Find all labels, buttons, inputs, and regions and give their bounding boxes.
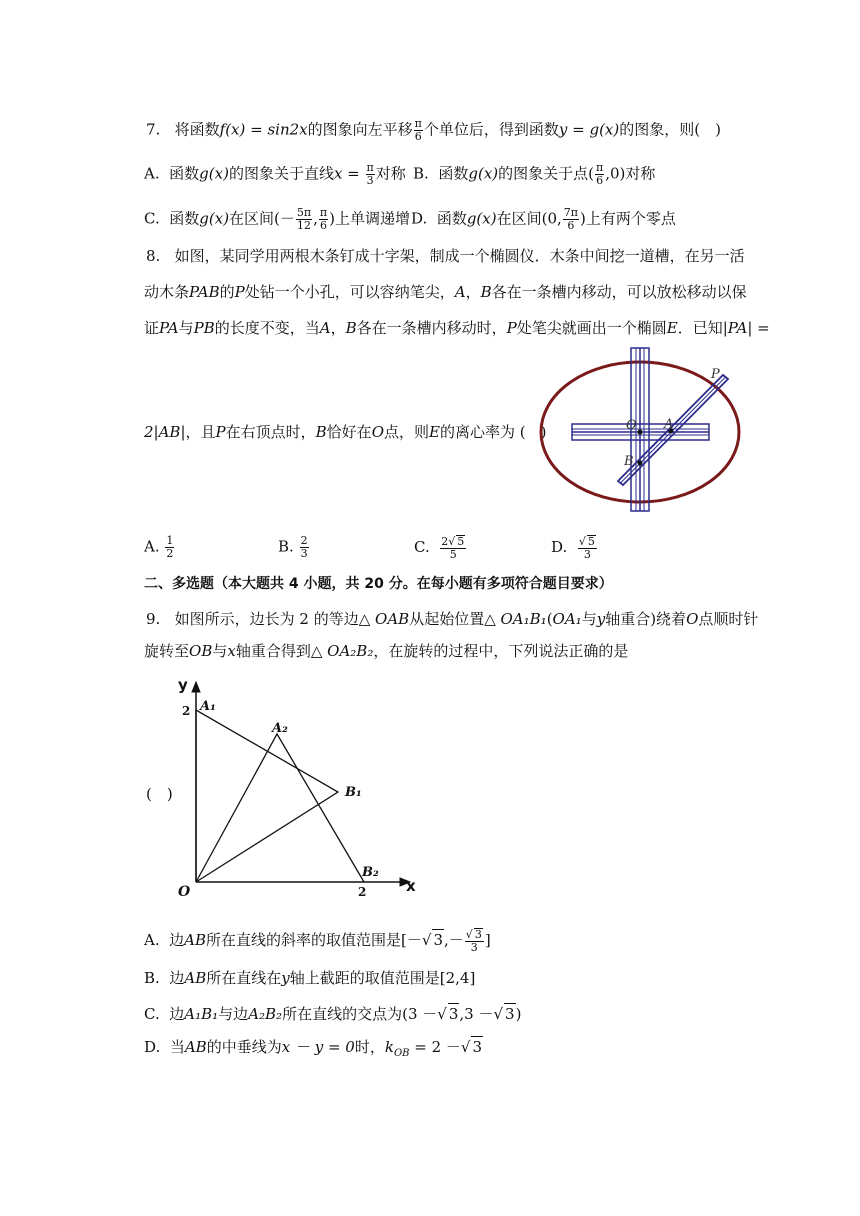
q9-line-2: 旋转至OB与x轴重合得到△ OA₂B₂，在旋转的过程中，下列说法正确的是 xyxy=(144,642,629,660)
x-axis-label: x xyxy=(406,877,416,895)
y-axis-label: y xyxy=(178,676,188,694)
label-a2: A₂ xyxy=(272,721,288,736)
x-tick-2: 2 xyxy=(358,885,367,899)
q8-number: 8. xyxy=(146,247,161,265)
q8-line-3: 证PA与PB的长度不变，当A，B各在一条槽内移动时，P处笔尖就画出一个椭圆E．已知|PA| = xyxy=(144,319,770,337)
q7-option-c[interactable]: C. 函数g(x)在区间(－ $\frac{5\pi}{12}$ , $\frac{\pi}{6}$ )上单调递增 xyxy=(144,206,411,232)
q7-option-b[interactable]: B. 函数g(x)的图象关于点( $\frac{\pi}{6}$ ,0)对称 xyxy=(413,161,656,187)
label-b: B xyxy=(624,454,634,469)
q7-optC-fraction-2: $\frac{\pi}{6}$ xyxy=(319,206,328,232)
q7-shift-fraction: $\frac{\pi}{6}$ xyxy=(414,117,422,143)
q7-func-g: y = g(x) xyxy=(558,120,620,139)
q8-ellipse-figure xyxy=(530,345,745,515)
q7-stem: 7. 将函数f(x) = sin2x的图象向左平移 $\frac{\pi}{6}$ 个单位后，得到函数y = g(x)的图象，则( ) xyxy=(146,117,721,143)
y-axis-arrow xyxy=(192,682,200,692)
q9-line-1: 9. 如图所示，边长为 2 的等边△ OAB从起始位置△ OA₁B₁(OA₁与y轴重合)绕着O点顺时针 xyxy=(146,610,759,628)
q9-answer-paren: ( ) xyxy=(146,785,173,803)
label-a1: A₁ xyxy=(200,699,216,714)
q8-option-c[interactable]: C. $\frac{2√ 5}{5}$ xyxy=(414,535,465,561)
triangle-oa1b1 xyxy=(196,710,338,882)
q9-number: 9. xyxy=(146,610,161,628)
label-o: O xyxy=(626,418,637,433)
q7-option-a[interactable]: A. 函数g(x)的图象关于直线x = $\frac{\pi}{3}$ 对称 xyxy=(144,161,406,187)
q7-optC-fraction-1: $\frac{5\pi}{12}$ xyxy=(296,206,312,232)
coordinate-axes xyxy=(192,682,410,886)
y-tick-2: 2 xyxy=(182,704,191,718)
section-2-heading: 二、多选题（本大题共 4 小题，共 20 分。在每小题有多项符合题目要求） xyxy=(144,576,613,592)
q7-optB-fraction: $\frac{\pi}{6}$ xyxy=(595,161,604,187)
q7-func-f: f(x) = sin2x xyxy=(219,120,308,139)
q9-option-a[interactable]: A. 边AB所在直线的斜率的取值范围是[－√ 3,－ $\frac{√ 3}{3}$ ] xyxy=(144,928,491,954)
q8-option-d[interactable]: D. $\frac{√ 5}{3}$ xyxy=(551,535,595,561)
q8-option-a[interactable]: A. $\frac{1}{2}$ xyxy=(144,534,174,560)
q9-option-c[interactable]: C. 边A₁B₁与边A₂B₂所在直线的交点为(3 －√ 3,3 －√ 3) xyxy=(144,1005,522,1023)
origin-label: O xyxy=(178,884,191,900)
q9-rotation-figure xyxy=(170,672,420,900)
q8-line-2: 动木条PAB的P处钻一个小孔，可以容纳笔尖，A，B各在一条槽内移动，可以放松移动以保 xyxy=(144,283,747,301)
label-a: A xyxy=(664,417,674,432)
q7-optA-fraction: $\frac{\pi}{3}$ xyxy=(366,161,374,187)
triangle-oa2b2 xyxy=(196,734,364,882)
q7-number: 7. xyxy=(146,120,161,139)
q8-line-1: 8. 如图，某同学用两根木条钉成十字架，制成一个椭圆仪．木条中间挖一道槽，在另一活 xyxy=(146,247,745,265)
label-p: P xyxy=(711,367,720,382)
point-o xyxy=(638,430,643,435)
q9-option-b[interactable]: B. 边AB所在直线在y轴上截距的取值范围是[2,4] xyxy=(144,969,476,987)
q8-line-4: 2|AB|，且P在右顶点时，B恰好在O点，则E的离心率为 ( ) xyxy=(144,423,547,441)
label-b1: B₁ xyxy=(345,785,362,800)
q8-option-b[interactable]: B. $\frac{2}{3}$ xyxy=(278,534,308,560)
q7-option-d[interactable]: D. 函数g(x)在区间(0, $\frac{7\pi}{6}$ )上有两个零点 xyxy=(411,206,676,232)
q9-option-d[interactable]: D. 当AB的中垂线为x － y = 0时，$k_{OB} = 2$ －√ 3 xyxy=(144,1038,483,1059)
q7-optD-fraction: $\frac{7\pi}{6}$ xyxy=(563,206,578,232)
label-b2: B₂ xyxy=(362,865,379,880)
point-b xyxy=(638,461,643,466)
